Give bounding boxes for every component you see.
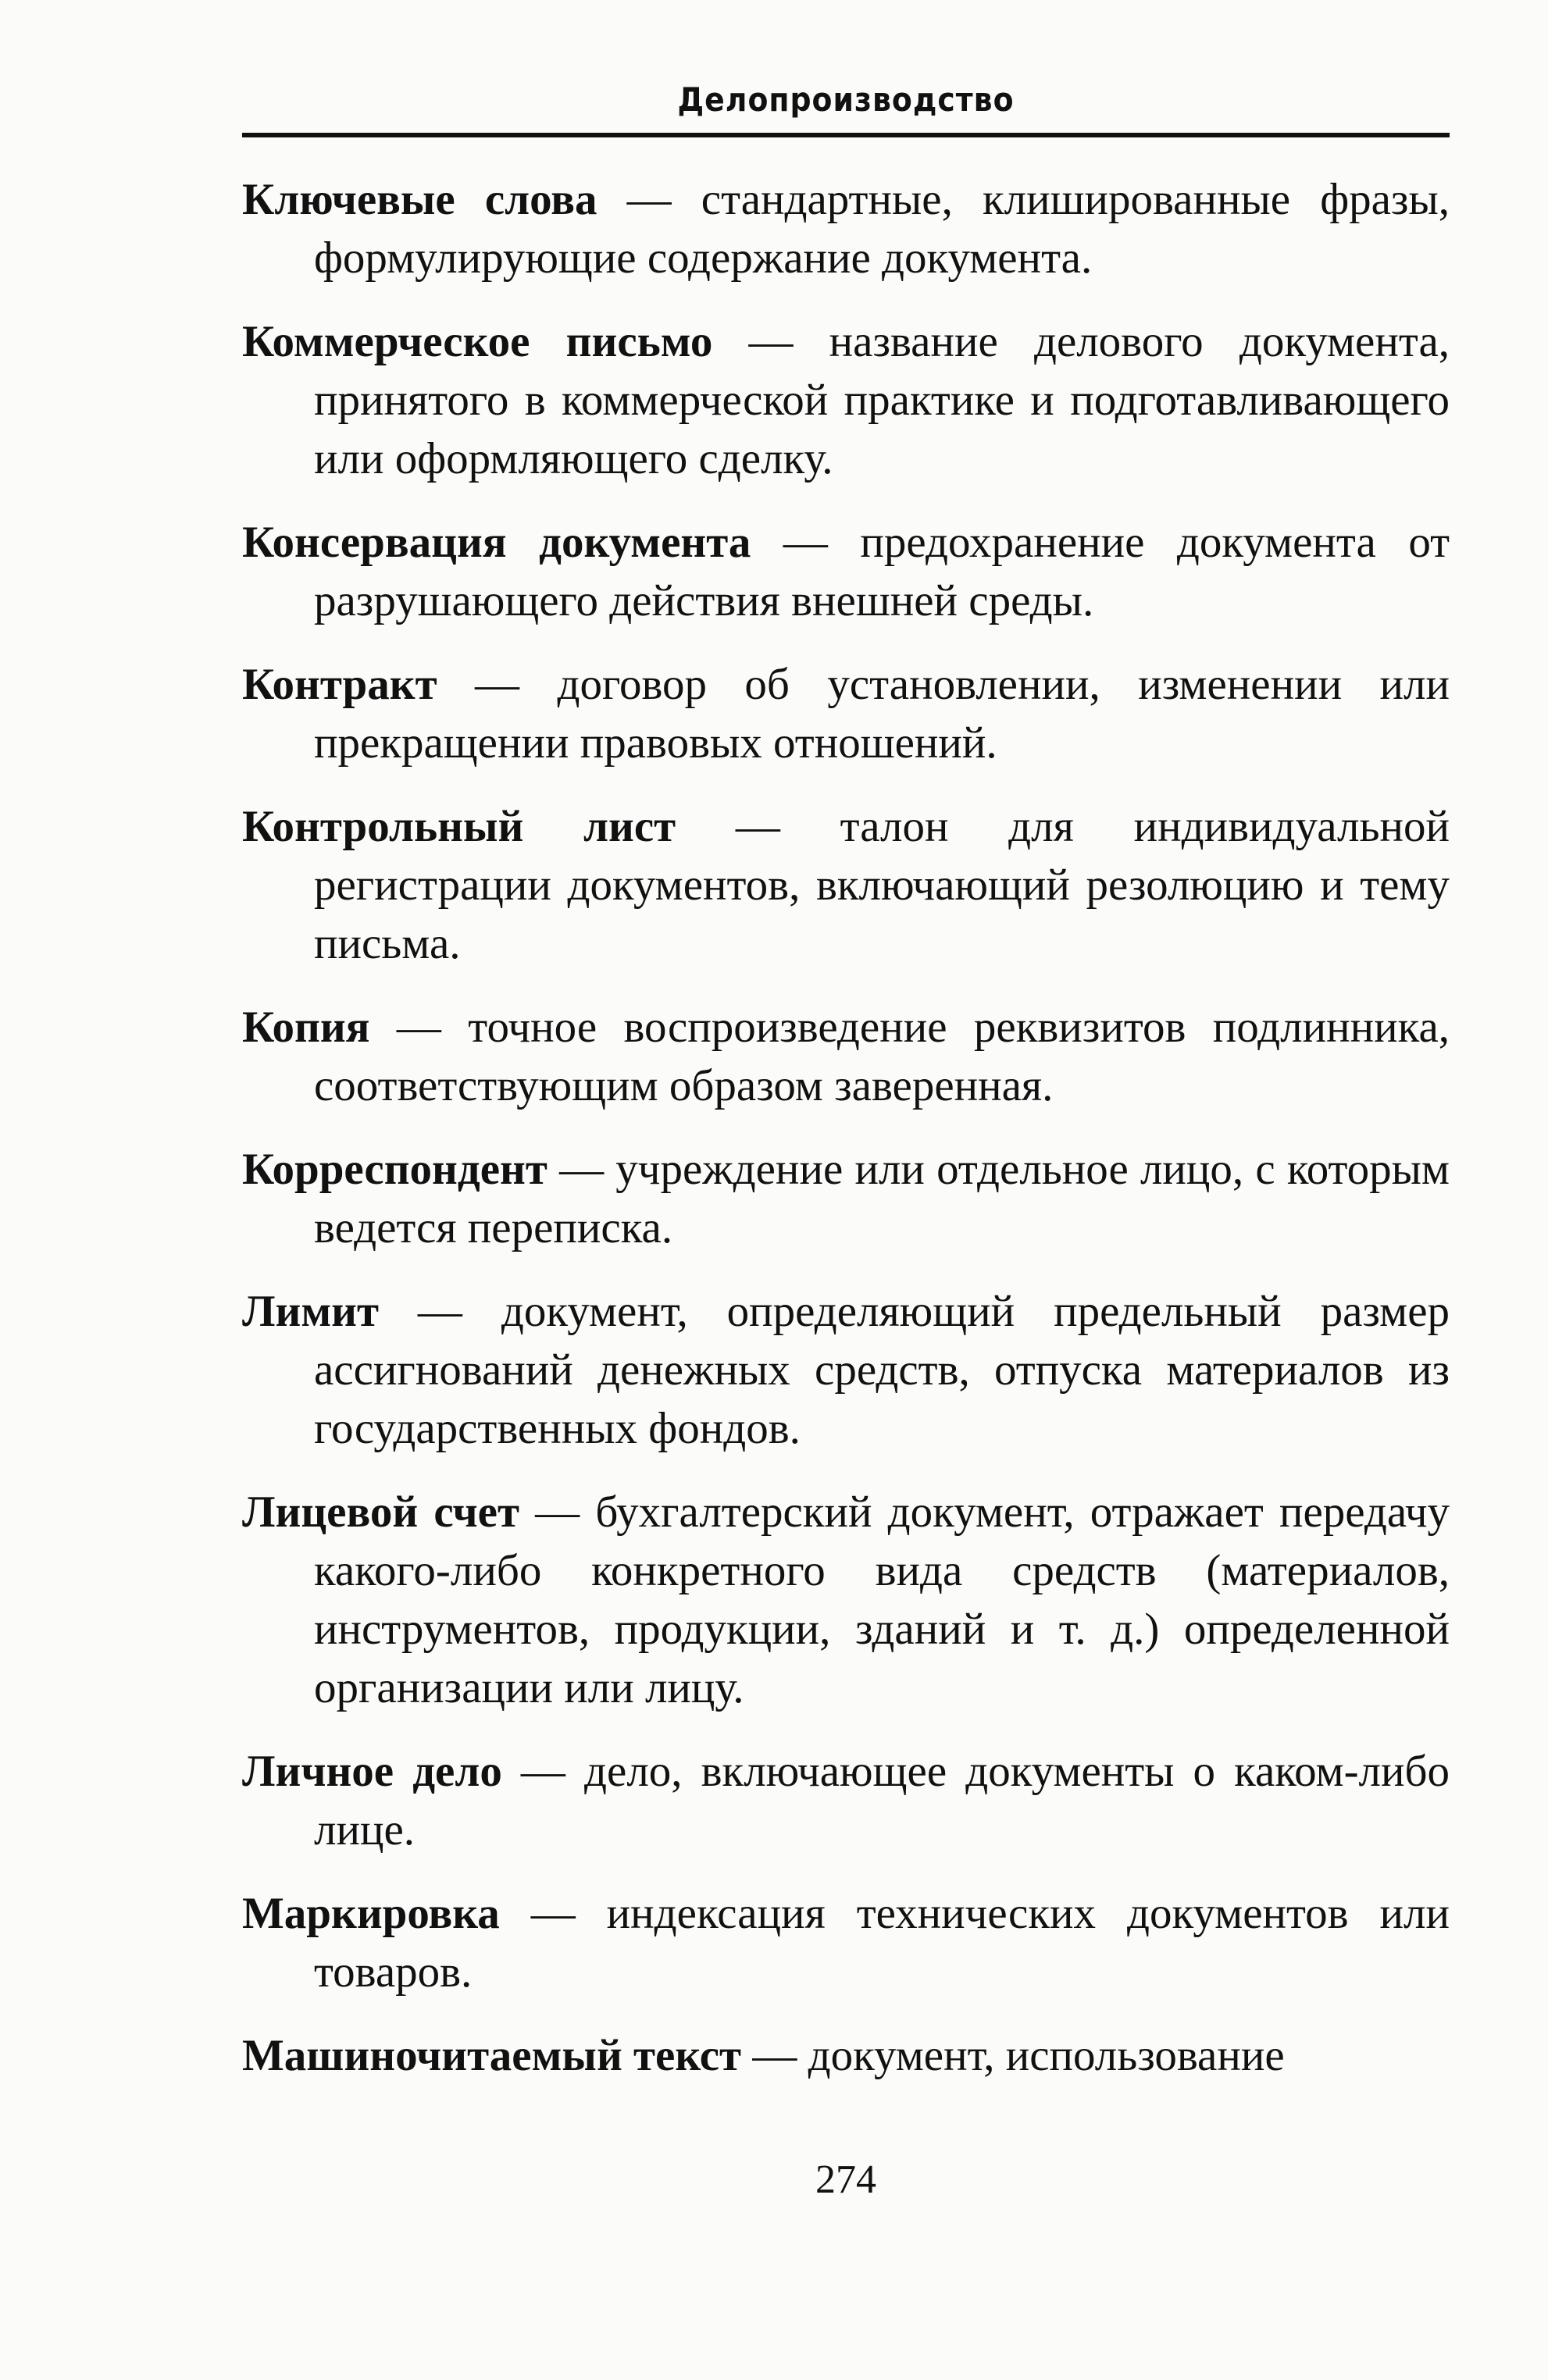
entry-term: Контракт [242,660,437,709]
entry-term: Контрольный лист [242,802,676,851]
running-head: Делопроизводство [677,80,1015,119]
entry-definition: — точное воспроизведение реквизитов подлинника, соответствующим образом заверенная. [314,1003,1450,1110]
entry-definition: — дело, включающее документы о каком-либо лице. [314,1747,1450,1854]
entry-term: Ключевые слова [242,175,597,224]
header-rule [242,133,1450,137]
entry-definition: — стандартные, клишированные фразы, формулирующие содержание документа. [314,175,1450,283]
glossary-entry [242,1742,1450,1859]
entry-definition: — предохранение документа от разрушающего действия внешней среды. [314,518,1450,625]
glossary-entry [242,513,1450,630]
entry-definition: — договор об установлении, изменении или прекращении правовых отношений. [314,660,1450,768]
entry-term: Личное дело [242,1747,502,1796]
glossary-entry [242,1884,1450,2001]
entry-definition: — бухгалтерский документ, отражает передачу какого-либо конкретного вида средств (материалов, инструментов, продукции, зданий и т. д.) определенной организации или лицу. [314,1488,1450,1712]
glossary-entry [242,312,1450,488]
entry-term: Корреспондент [242,1145,548,1194]
glossary-entry [242,2026,1450,2085]
glossary-entry [242,1140,1450,1257]
glossary-entry [242,1483,1450,1717]
glossary-entry [242,1282,1450,1458]
glossary-entry [242,998,1450,1115]
entry-definition: — документ, использование [741,2031,1285,2080]
glossary-entry [242,170,1450,287]
entry-definition: — талон для индивидуальной регистрации документов, включающий резолюцию и тему письма. [314,802,1450,968]
entry-definition: — индексация технических документов или товаров. [314,1889,1450,1997]
entry-term: Лицевой счет [242,1488,519,1537]
entry-definition: — документ, определяющий предельный размер ассигнований денежных средств, отпуска материалов из государственных фондов. [314,1287,1450,1453]
entry-definition: — название делового документа, принятого в коммерческой практике и подготавливающего или оформляющего сделку. [314,317,1450,483]
glossary-entries [242,170,1450,2110]
glossary-entry [242,797,1450,973]
entry-term: Копия [242,1003,370,1052]
entry-term: Консервация документа [242,518,751,567]
entry-term: Коммерческое письмо [242,317,713,366]
page-number: 274 [815,2157,876,2202]
entry-term: Маркировка [242,1889,500,1938]
entry-term: Машиночитаемый текст [242,2031,742,2080]
entry-definition: — учреждение или отдельное лицо, с которым ведется переписка. [314,1145,1450,1252]
glossary-entry [242,655,1450,772]
entry-term: Лимит [242,1287,379,1336]
